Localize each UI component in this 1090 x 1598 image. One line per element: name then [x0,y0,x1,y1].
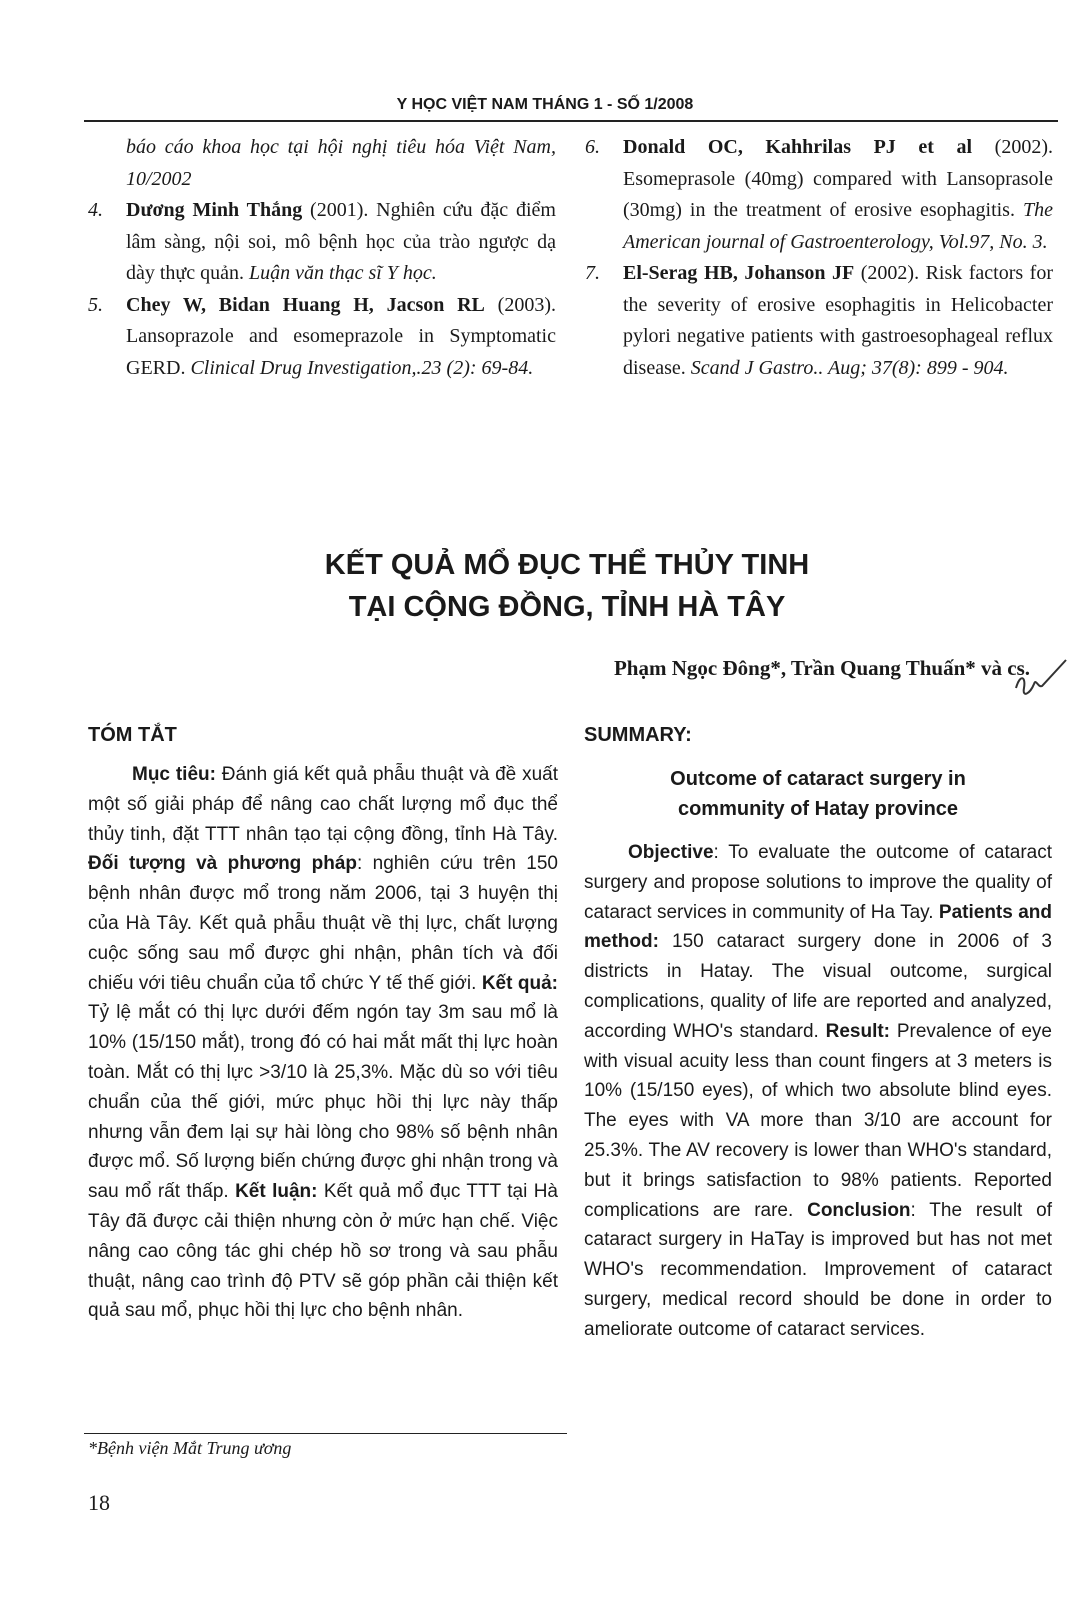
reference-body: (2003). Lansoprazole and esomeprazole in Symptomatic GERD. [126,293,556,379]
summary-title-line-2: community of Hatay province [677,798,959,820]
abstract-sentence: Prevalence of eye with visual acuity less than count fingers at 3 meters is 10% (15/150 eyes), of which two absolute blind eyes. The eyes with VA more than 3/10 are account for 25.3%. The AV recovery is lower than WHO's standard, but it brings satisfaction to 98% patients. Reported complications are rare. [584,1020,1052,1221]
reference-source: Luận văn thạc sĩ Y học. [249,262,437,284]
page-number: 18 [88,1490,110,1515]
abstract-vi-text [88,760,558,1326]
abstract-en-heading: SUMMARY: [584,724,692,746]
reference-number: 4. [88,199,103,221]
abstract-label: Mục tiêu: [132,764,216,785]
abstract-sentence: : To evaluate the outcome of cataract surgery and propose solutions to improve the quality of cataract services in community of Ha Tay. [584,842,1052,923]
reference-authors: Donald OC, Kahhrilas PJ et al [623,136,973,158]
abstract-label: Kết quả: [481,972,558,994]
reference-6 [585,132,1053,258]
abstract-en-text [584,838,1052,1345]
abstract-sentence: 150 cataract surgery done in 2006 of 3 districts in Hatay. The visual outcome, surgical complications, quality of life are reported and analyzed, according WHO's standard. [584,931,1052,1042]
article-authors: Phạm Ngọc Đông*, Trần Quang Thuấn* và cs. [613,656,1030,680]
abstract-sentence: Tỷ lệ mắt có thị lực dưới đếm ngón tay 3m sau mổ là 10% (15/150 mắt), trong đó có hai mắt mất thị lực hoàn toàn. Mắt có thị lực >3/10 là 25,3%. Mặc dù so với tiêu chuẩn của thế giới, mức phục hồi thị lực này thấp nhưng vẫn đem lại sự hài lòng cho 98% số bệnh nhân được mổ. Số lượng biến chứng được ghi nhận trong và sau mổ rất thấp. [88,1002,558,1203]
reference-text: báo cáo khoa học tại hội nghị tiêu hóa Việt Nam, 10/2002 [126,136,556,190]
reference-authors: Chey W, Bidan Huang H, Jacson RL [126,293,485,316]
abstract-sentence: Kết quả mổ đục TTT tại Hà Tây đã được cải thiện nhưng còn ở mức hạn chế. Việc nâng cao công tác ghi chép hồ sơ trong và sau phẫu thuật, nâng cao trình độ PTV sẽ góp phần cải thiện kết quả sau mổ, phục hồi thị lực cho bệnh nhân. [88,1181,559,1322]
abstract-vi [88,760,558,1326]
abstract-sentence: : nghiên cứu trên 150 bệnh nhân được mổ trong năm 2006, tại 3 huyện thị của Hà Tây. Kết quả phẫu thuật về thị lực, chất lượng cuộc sống sau mổ được ghi nhận, phân tích và đối chiếu với tiêu chuẩn của tổ chức Y tế thế giới. [88,853,558,994]
footnote-rule [84,1433,567,1434]
abstract-sentence: : The result of cataract surgery in HaTay is improved but has not met WHO's recommendation. Improvement of cataract surgery, medical record should be done in order to ameliorate outcome of cataract services. [584,1199,1052,1340]
abstract-label: Kết luận: [235,1181,318,1203]
reference-source: Scand J Gastro.. Aug; 37(8): 899 - 904. [690,356,1009,379]
journal-header: Y HỌC VIỆT NAM THÁNG 1 - SỐ 1/2008 [396,96,694,113]
abstract-label: Đối tượng và phương pháp [88,853,358,875]
handwritten-signature-icon [1008,654,1068,704]
abstract-sentence: Đánh giá kết quả phẫu thuật và đề xuất một số giải pháp để nâng cao chất lượng mổ đục thể thủy tinh, đặt TTT nhân tạo tại cộng đồng, tỉnh Hà Tây. [88,764,558,845]
article-title-line-2: TẠI CỘNG ĐỒNG, TỈNH HÀ TÂY [348,591,786,623]
reference-body: (2002). Risk factors for the severity of erosive esophagitis in Helicobacter pylori negative patients with gastroesophageal reflux disease. [623,262,1054,379]
abstract-label: Conclusion [807,1199,911,1221]
header-rule [84,120,1058,122]
references-right [585,132,1053,384]
reference-number: 5. [88,293,103,316]
footnote: *Bệnh viện Mắt Trung ương [88,1438,292,1458]
reference-4 [88,195,556,290]
summary-title-line-1: Outcome of cataract surgery in [670,768,966,790]
reference-continuation [88,132,556,195]
abstract-vi-heading: TÓM TẮT [88,724,177,746]
reference-5 [88,290,556,385]
reference-number: 7. [585,262,600,284]
abstract-label: Objective [628,842,714,863]
reference-7 [585,258,1053,384]
reference-body: (2002). Esomeprasole (40mg) compared with Lansoprasole (30mg) in the treatment of erosive esophagitis. [623,136,1053,221]
abstract-en [584,838,1052,1345]
abstract-label: Result: [825,1020,891,1042]
reference-source: Clinical Drug Investigation,.23 (2): 69-84. [190,356,534,379]
reference-authors: El-Serag HB, Johanson JF [623,262,855,284]
reference-body: (2001). Nghiên cứu đặc điểm lâm sàng, nội soi, mô bệnh học của trào ngược dạ dày thực quản. [126,199,556,284]
article-title [0,544,1090,628]
reference-source: The American journal of Gastroenterology, Vol.97, No. 3. [623,199,1053,253]
abstract-label: Patients and method: [584,901,1052,953]
reference-authors: Dương Minh Thắng [126,199,303,221]
summary-title [584,764,1052,824]
references-left [88,132,556,384]
article-title-line-1: KẾT QUẢ MỔ ĐỤC THỂ THỦY TINH [324,549,810,581]
reference-number: 6. [585,136,600,158]
